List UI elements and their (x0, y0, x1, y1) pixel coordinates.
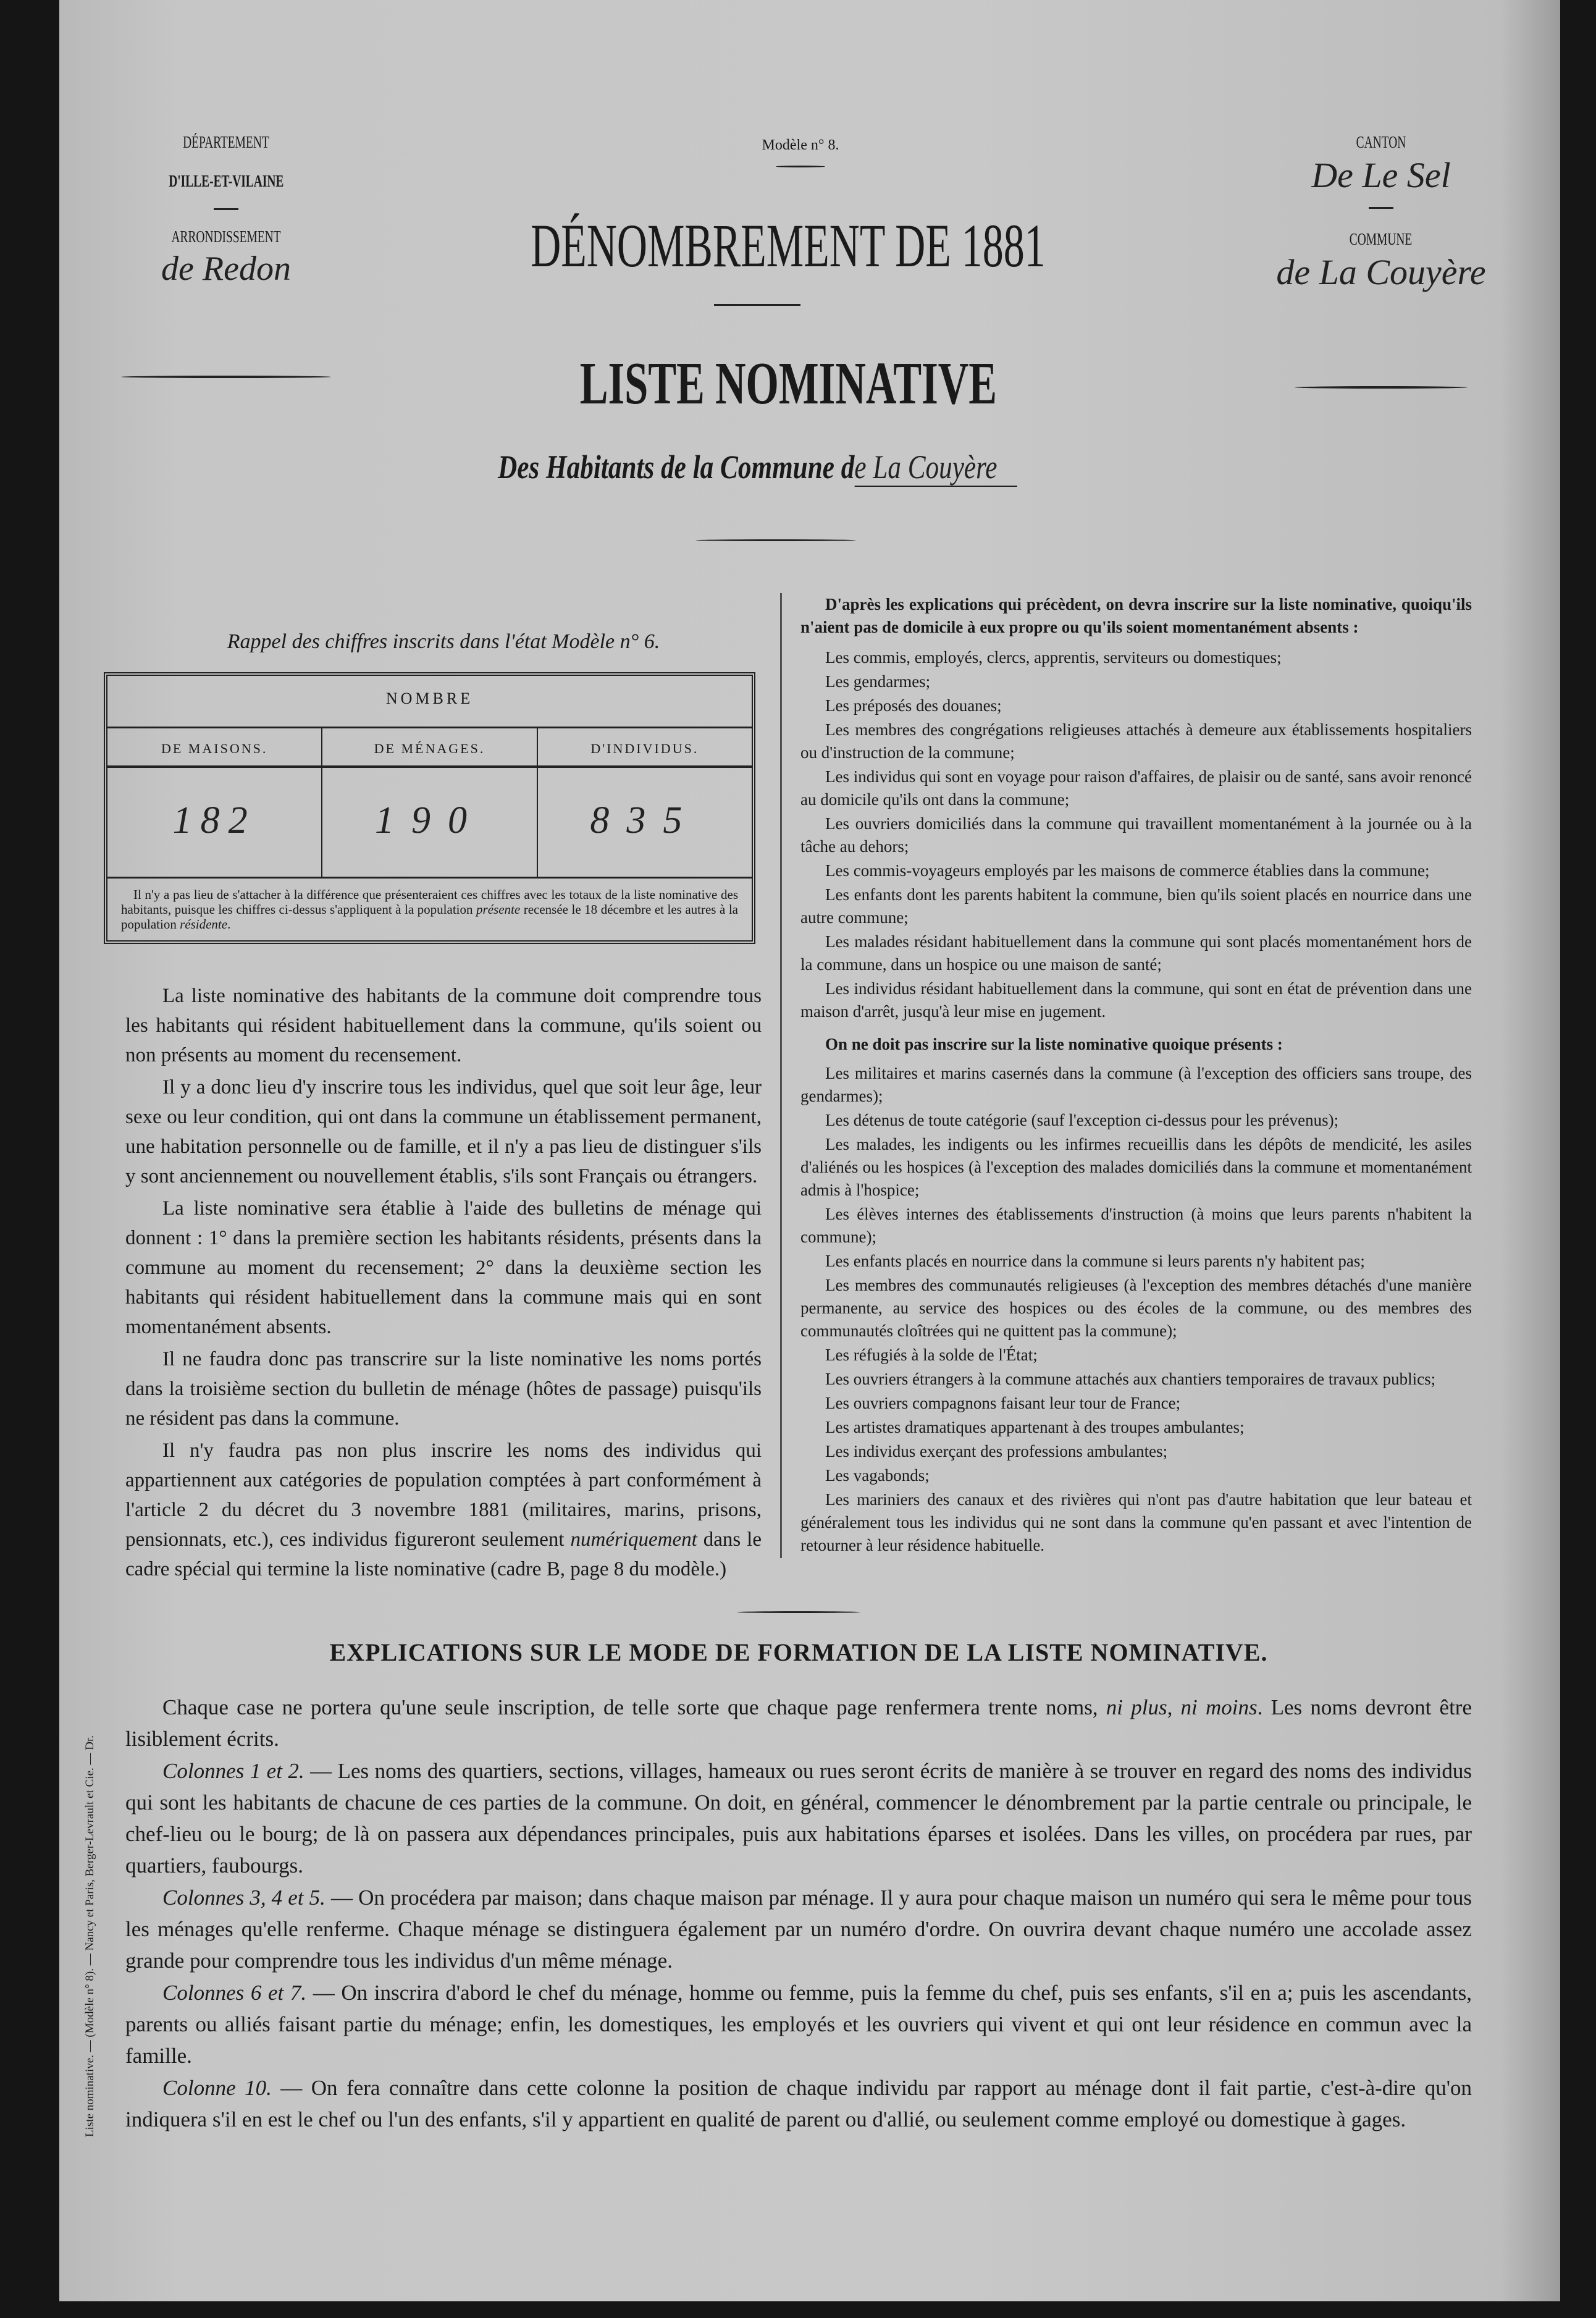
page-subtitle: LISTE NOMINATIVE (579, 350, 997, 417)
list-item: Les mariniers des canaux et des rivières qui n'ont pas d'autre habitation que leur bateau et généralement tous les individus qui ne sont dans la commune qu'en passant et avec l'intention de retourner à leur résidence habituelle. (800, 1490, 1472, 1554)
paragraph: Colonnes 1 et 2. — Les noms des quartiers, sections, villages, hameaux ou rues seront écrits de manière à se trouver en regard des noms des individus qui sont les habitants de chacune de ces parties de la commune. On doit, en général, commencer le dénombrement par la partie centrale ou principale, le chef-lieu ou le bourg; de là on passera aux dépendances principales, puis aux habitations éparses et isolées. Dans les villes, on procédera par rues, par quartiers, faubourgs. (125, 1759, 1472, 1878)
list-item: Les enfants placés en nourrice dans la commune si leurs parents n'y habitent pas; (825, 1252, 1365, 1270)
paragraph: La liste nominative des habitants de la commune doit comprendre tous les habitants qui résident habituellement dans la commune, qu'ils soient ou non présents au moment du recensement. (125, 985, 762, 1066)
paragraph: La liste nominative sera établie à l'aide des bulletins de ménage qui donnent : 1° dans la première section les habitants résidents, présents dans la commune au moment du recensement; 2° dans la deuxième section les habitants qui résident habituellement dans la commune mais qui en sont momentanément absents. (125, 1197, 762, 1338)
paragraph: Il y a donc lieu d'y inscrire tous les individus, quel que soit leur âge, leur sexe ou leur condition, qui ont dans la commune un établissement permanent, une habitation personnelle ou de famille, et il n'y a pas lieu de distinguer s'ils y sont anciennement ou nouvellement établis, s'ils sont Français ou étrangers. (125, 1076, 762, 1187)
exclude-heading: On ne doit pas inscrire sur la liste nominative quoique présents : (825, 1035, 1283, 1053)
canton-block (1258, 133, 1505, 293)
paragraph: Colonnes 6 et 7. — On inscrira d'abord le chef du ménage, homme ou femme, puis la femme du chef, puis ses enfants, s'il en a; puis les ascendants, parents ou alliés faisant partie du ménage; enfin, les domestiques, les employés et les ouvriers qui vivent et qui ont leur résidence en commun avec la famille. (125, 1981, 1472, 2068)
include-list (800, 646, 1472, 1023)
rappel-table (104, 672, 755, 944)
menages-value: 190 (374, 799, 484, 841)
col-header: DE MÉNAGES. (322, 728, 536, 768)
departement-label: DÉPARTEMENT (183, 133, 269, 151)
list-item: Les vagabonds; (825, 1466, 930, 1485)
divider (1369, 207, 1393, 209)
nombre-header: NOMBRE (107, 676, 752, 728)
col-menages (322, 728, 537, 877)
list-item: Les préposés des douanes; (825, 696, 1002, 715)
list-item: Les commis, employés, clercs, apprentis, serviteurs ou domestiques; (825, 648, 1282, 667)
rappel-caption: Rappel des chiffres inscrits dans l'état Modèle n° 6. (227, 630, 660, 653)
left-column-text (125, 981, 762, 1584)
modele-number: Modèle n° 8. (762, 137, 839, 153)
census-page (59, 0, 1560, 2301)
departement-block (109, 133, 343, 289)
list-item: Les malades, les indigents ou les infirmes recueillis dans les dépôts de mendicité, les asiles d'aliénés ou les hospices (à l'exception des malades domiciliés dans la commune et momentanément admis à l'hospice; (800, 1135, 1472, 1199)
habitants-line (275, 448, 1239, 486)
paragraph: Colonne 10. — On fera connaître dans cette colonne la position de chaque individu par rapport au ménage dont il fait partie, c'est-à-dire qu'on indiquera s'il en est le chef ou l'un des enfants, s'il y appartient en qualité de parent ou d'allié, ou seulement comme employé ou domestique à gages. (125, 2076, 1472, 2131)
explications-text (125, 1692, 1472, 2135)
col-header: D'INDIVIDUS. (538, 728, 752, 768)
habitants-prefix: Des Habitants de la Commune d (497, 449, 855, 486)
left-column (121, 593, 762, 1587)
habitants-commune: e La Couyère (854, 449, 1017, 487)
col-maisons (107, 728, 322, 877)
departement-value: D'ILLE-ET-VILAINE (168, 172, 284, 190)
individus-value: 835 (590, 799, 700, 841)
canton-value: De Le Sel (1311, 155, 1451, 195)
explications-heading: EXPLICATIONS SUR LE MODE DE FORMATION DE LA LISTE NOMINATIVE. (329, 1638, 1268, 1666)
paragraph: Colonnes 3, 4 et 5. — On procédera par maison; dans chaque maison par ménage. Il y aura pour chaque maison un numéro qui sera le même pour tous les ménages qu'elle renferme. Chaque ménage se distinguera également par un numéro d'ordre. On ouvrira devant chaque numéro une accolade assez grande pour comprendre tous les individus d'un même ménage. (125, 1886, 1472, 1973)
body-flow (121, 593, 1472, 2136)
arrondissement-label: ARRONDISSEMENT (171, 227, 281, 246)
paragraph: Il ne faudra donc pas transcrire sur la liste nominative les noms portés dans la troisième section du bulletin de ménage (hôtes de passage) puisqu'ils ne résident pas dans la commune. (125, 1348, 762, 1430)
list-item: Les élèves internes des établissements d'instruction (à moins que leurs parents n'habitent la commune); (800, 1205, 1472, 1246)
list-item: Les membres des communautés religieuses (à l'exception des membres détachés d'une manière permanente, au service des hospices ou des écoles de la commune, ou des membres des communautés cloîtrées qui ne quittent pas la commune); (800, 1276, 1472, 1340)
list-item: Les réfugiés à la solde de l'État; (825, 1346, 1038, 1364)
rappel-values-row (107, 728, 752, 879)
arrondissement-value: de Redon (161, 250, 291, 288)
list-item: Les individus exerçant des professions ambulantes; (825, 1442, 1168, 1460)
list-item: Les malades résidant habituellement dans la commune qui sont placés momentanément hors de la commune, dans un hospice ou une maison de santé; (800, 932, 1472, 974)
include-intro: D'après les explications qui précèdent, on devra inscrire sur la liste nominative, quoiqu'ils n'aient pas de domicile à eux propre ou qu'ils soient momentanément absents : (800, 595, 1472, 636)
ornament (695, 539, 856, 541)
list-item: Les membres des congrégations religieuses attachés à demeure aux établissements hospitaliers ou d'instruction de la commune; (800, 720, 1472, 762)
commune-label: COMMUNE (1350, 230, 1413, 248)
printer-imprint: Liste nominative. — (Modèle n° 8). — Nancy et Paris, Berger-Levrault et Cie. — Dr. (83, 1735, 96, 2138)
right-column-text (780, 593, 1472, 1558)
maisons-value: 182 (172, 799, 256, 841)
rappel-note: Il n'y a pas lieu de s'attacher à la différence que présenteraient ces chiffres avec les totaux de la liste nominative des habitants, puisque les chiffres ci-dessus s'appliquent à la population présente recensée le 18 décembre et les autres à la population résidente. (121, 887, 738, 932)
col-individus (538, 728, 752, 877)
ornament (121, 376, 331, 378)
list-item: Les individus résidant habituellement dans la commune, qui sont en état de prévention dans une maison d'arrêt, jusqu'à leur mise en jugement. (800, 979, 1472, 1021)
ornament (737, 1611, 860, 1613)
list-item: Les ouvriers étrangers à la commune attachés aux chantiers temporaires de travaux publics; (825, 1370, 1436, 1388)
list-item: Les gendarmes; (825, 672, 931, 691)
col-header: DE MAISONS. (107, 728, 321, 768)
commune-value: de La Couyère (1276, 252, 1486, 292)
two-columns (121, 593, 1472, 1587)
ornament (1295, 386, 1468, 389)
paragraph: Chaque case ne portera qu'une seule inscription, de telle sorte que chaque page renfermera trente noms, ni plus, ni moins. Les noms devront être lisiblement écrits. (125, 1695, 1472, 1751)
paragraph: Il n'y faudra pas non plus inscrire les noms des individus qui appartiennent aux catégories de population comptées à part conformément à l'article 2 du décret du 3 novembre 1881 (militaires, marins, prisons, pensionnats, etc.), ces individus figureront seulement numériquement dans le cadre spécial qui termine la liste nominative (cadre B, page 8 du modèle.) (125, 1439, 762, 1580)
list-item: Les détenus de toute catégorie (sauf l'exception ci-dessus pour les prévenus); (825, 1111, 1339, 1129)
list-item: Les ouvriers domiciliés dans la commune qui travaillent momentanément à la journée ou à la tâche au dehors; (800, 814, 1472, 856)
list-item: Les commis-voyageurs employés par les maisons de commerce établies dans la commune; (825, 861, 1430, 880)
list-item: Les ouvriers compagnons faisant leur tour de France; (825, 1394, 1181, 1412)
divider (714, 304, 800, 306)
list-item: Les enfants dont les parents habitent la commune, bien qu'ils soient placés en nourrice dans une autre commune; (800, 885, 1472, 927)
list-item: Les artistes dramatiques appartenant à des troupes ambulantes; (825, 1418, 1245, 1436)
list-item: Les militaires et marins casernés dans la commune (à l'exception des officiers sans troupe, des gendarmes); (800, 1064, 1472, 1105)
page-title: DÉNOMBREMENT DE 1881 (531, 211, 1046, 280)
canton-label: CANTON (1356, 133, 1406, 151)
list-item: Les individus qui sont en voyage pour raison d'affaires, de plaisir ou de santé, sans avoir renoncé au domicile qu'ils ont dans la commune; (800, 767, 1472, 809)
ornament (776, 166, 825, 167)
exclude-list (800, 1062, 1472, 1557)
divider (214, 208, 238, 210)
